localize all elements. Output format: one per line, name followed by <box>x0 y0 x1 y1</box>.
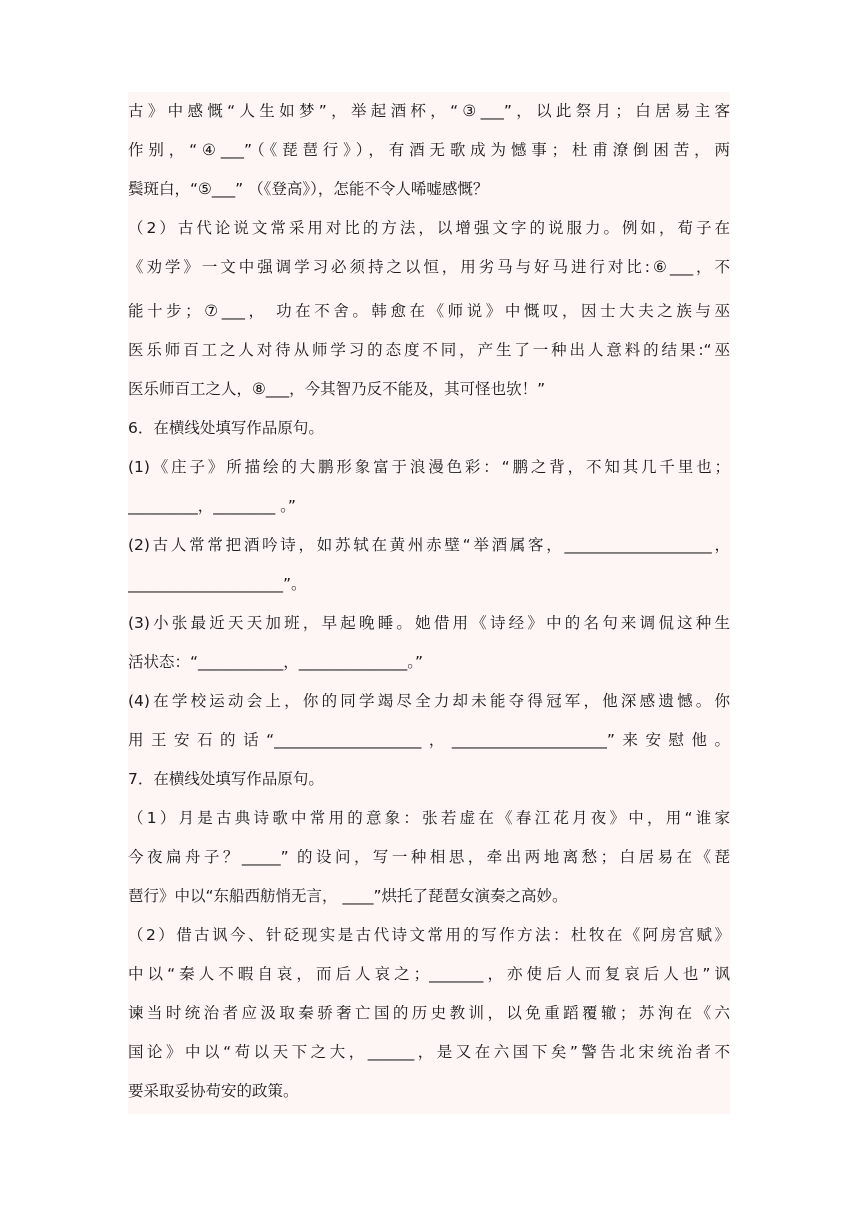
text-line: 医乐师百工之人，⑧___，今其智乃反不能及，其可怪也欤！” <box>128 380 546 398</box>
section-heading: 7．在横线处填写作品原句。 <box>128 770 324 788</box>
text-line: 活状态：“___________，______________。” <box>128 653 424 671</box>
text-line: 作别，“④___”（《琵琶行》），有酒无歌成为憾事；杜甫潦倒困苦，两 <box>128 141 730 159</box>
document-page <box>128 92 730 1114</box>
text-line: ____________________”。 <box>128 575 307 593</box>
text-line: (3)小张最近天天加班，早起晚睡。她借用《诗经》中的名句来调侃这种生 <box>128 614 730 632</box>
text-line: 要采取妥协苟安的政策。 <box>128 1082 299 1100</box>
text-line: （2）古代论说文常采用对比的方法，以增强文字的说服力。例如，荀子在 <box>128 219 730 237</box>
text-line: 中以“秦人不暇自哀，而后人哀之；_______，亦使后人而复哀后人也”讽 <box>128 965 730 983</box>
text-line: (1)《庄子》所描绘的大鹏形象富于浪漫色彩：“鹏之背，不知其几千里也； <box>128 458 730 476</box>
text-line: 能十步；⑦___， 功在不舍。韩愈在《师说》中慨叹，因士大夫之族与巫 <box>128 302 730 320</box>
section-heading: 6．在横线处填写作品原句。 <box>128 419 324 437</box>
text-line: （1）月是古典诗歌中常用的意象：张若虚在《春江花月夜》中，用“谁家 <box>128 809 730 827</box>
text-line: 古》中感慨“人生如梦”，举起酒杯，“③___”，以此祭月；白居易主客 <box>128 102 730 120</box>
text-line: 国论》中以“苟以天下之大，______，是又在六国下矣”警告北宋统治者不 <box>128 1043 730 1061</box>
text-line: (4)在学校运动会上，你的同学竭尽全力却未能夺得冠军，他深感遗憾。你 <box>128 692 730 710</box>
text-line: 《劝学》一文中强调学习必须持之以恒，用劣马与好马进行对比:⑥___，不 <box>128 258 730 276</box>
text-line: _________，________ 。” <box>128 497 296 515</box>
text-line: （2）借古讽今、针砭现实是古代诗文常用的写作方法：杜牧在《阿房宫赋》 <box>128 926 730 944</box>
text-line: 琶行》中以“东船西舫悄无言， ____”烘托了琵琶女演奏之高妙。 <box>128 887 568 905</box>
text-line: (2)古人常常把酒吟诗，如苏轼在黄州赤壁“举酒属客，___________________， <box>128 536 730 554</box>
text-line: 医乐师百工之人对待从师学习的态度不同，产生了一种出人意料的结果:“巫 <box>128 341 730 359</box>
text-line: 鬓斑白，“⑤___” （《登高》），怎能不令人唏嘘感慨？ <box>128 180 489 198</box>
text-line: 今夜扁舟子？_____” 的设问，写一种相思，牵出两地离愁；白居易在《琵 <box>128 848 730 866</box>
text-line: 谏当时统治者应汲取秦骄奢亡国的历史教训，以免重蹈覆辙；苏洵在《六 <box>128 1004 730 1022</box>
text-line: 用王安石的话“___________________，____________________”来安慰他。 <box>128 731 730 749</box>
